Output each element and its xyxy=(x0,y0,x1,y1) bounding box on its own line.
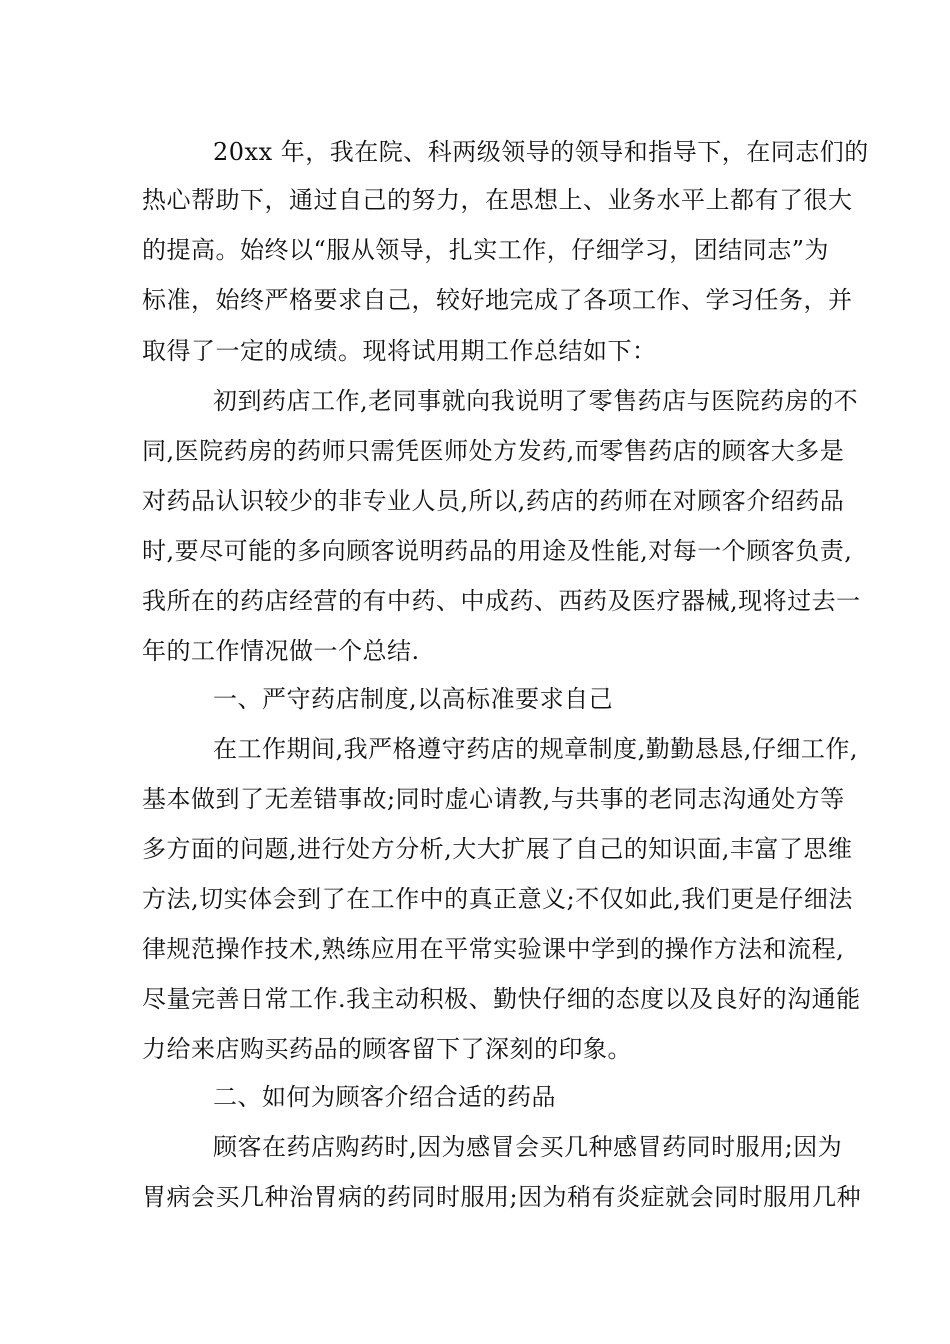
paragraph-line: 时,要尽可能的多向顾客说明药品的用途及性能,对每一个顾客负责, xyxy=(142,537,853,565)
paragraph-line: 在工作期间,我严格遵守药店的规章制度,勤勤恳恳,仔细工作, xyxy=(213,735,859,763)
paragraph-line: 的提高。始终以“服从领导，扎实工作，仔细学习，团结同志”为 xyxy=(142,236,830,264)
paragraph-line: 取得了一定的成绩。现将试用期工作总结如下： xyxy=(142,337,657,365)
paragraph-line: 热心帮助下，通过自己的努力，在思想上、业务水平上都有了很大 xyxy=(142,186,853,214)
paragraph-line: 标准，始终严格要求自己，较好地完成了各项工作、学习任务，并 xyxy=(142,286,853,314)
paragraph-line: 对药品认识较少的非专业人员,所以,药店的药师在对顾客介绍药品 xyxy=(142,487,845,515)
paragraph-line: 初到药店工作,老同事就向我说明了零售药店与医院药房的不 xyxy=(213,387,859,415)
paragraph-line: 同,医院药房的药师只需凭医师处方发药,而零售药店的顾客大多是 xyxy=(142,437,845,465)
paragraph-line: 方法,切实体会到了在工作中的真正意义;不仅如此,我们更是仔细法 xyxy=(142,885,853,913)
section-heading: 一、严守药店制度,以高标准要求自己 xyxy=(213,685,614,713)
paragraph-line: 胃病会买几种治胃病的药同时服用;因为稍有炎症就会同时服用几种 xyxy=(142,1183,862,1211)
paragraph-line: 基本做到了无差错事故;同时虚心请教,与共事的老同志沟通处方等 xyxy=(142,785,845,813)
paragraph-line: 我所在的药店经营的有中药、中成药、西药及医疗器械,现将过去一 xyxy=(142,587,861,615)
paragraph-line: 20xx 年，我在院、科两级领导的领导和指导下，在同志们的 xyxy=(213,138,869,166)
paragraph-line: 力给来店购买药品的顾客留下了深刻的印象。 xyxy=(142,1035,632,1063)
section-heading: 二、如何为顾客介绍合适的药品 xyxy=(213,1083,556,1111)
paragraph-line: 顾客在药店购药时,因为感冒会买几种感冒药同时服用;因为 xyxy=(213,1133,843,1161)
paragraph-line: 多方面的问题,进行处方分析,大大扩展了自己的知识面,丰富了思维 xyxy=(142,835,853,863)
paragraph-line: 年的工作情况做一个总结. xyxy=(142,637,420,665)
paragraph-line: 律规范操作技术,熟练应用在平常实验课中学到的操作方法和流程, xyxy=(142,935,845,963)
paragraph-line: 尽量完善日常工作.我主动积极、勤快仔细的态度以及良好的沟通能 xyxy=(142,985,861,1013)
